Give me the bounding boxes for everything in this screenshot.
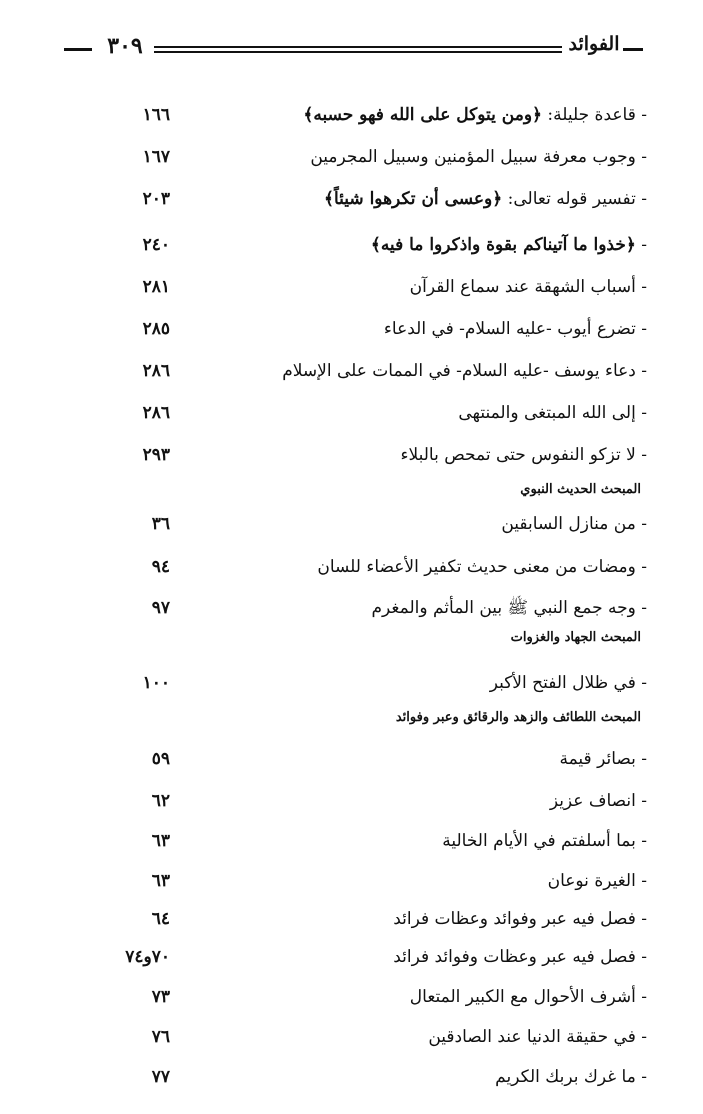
entry-title [410,984,647,1010]
entry-page-number: ٧٧ [151,1067,170,1087]
entry-title [303,102,647,128]
entry-page-number: ٢٤٠ [142,235,170,255]
entry-title [550,788,647,814]
header-rule [154,46,562,53]
index-entry [0,938,703,978]
entry-title [371,232,647,258]
entry-page-number: ٢٨٦ [142,361,170,381]
header-dash-left [64,48,92,51]
index-entry [0,436,703,476]
entry-title [282,358,647,384]
entry-text: - فصل فيه عبر وفوائد وعظات فرائد [393,909,647,929]
quran-verse: ﴿ومن يتوكل على الله فهو حسبه﴾ [303,105,543,125]
running-header [0,34,703,64]
entry-page-number: ٢٨٦ [142,403,170,423]
index-entry [0,1018,703,1058]
entry-text: - تفسير قوله تعالى: [502,189,647,209]
entry-page-number: ٢٠٣ [142,189,170,209]
entry-text: - وجه جمع النبي ﷺ بين المأثم والمغرم [371,598,647,618]
entry-text: - بصائر قيمة [559,749,647,769]
entry-text: - إلى الله المبتغى والمنتهى [458,403,647,423]
entry-title [393,944,647,970]
entry-page-number: ٧٣ [151,987,170,1007]
entry-text: - وجوب معرفة سبيل المؤمنين وسبيل المجرمين [310,147,647,167]
index-entry [0,138,703,178]
entry-page-number: ٦٣ [151,831,170,851]
entry-text: - في حقيقة الدنيا عند الصادقين [428,1027,647,1047]
entry-text: - أشرف الأحوال مع الكبير المتعال [409,987,647,1007]
index-entry [0,96,703,136]
index-entry [0,740,703,780]
entry-page-number: ٢٩٣ [142,445,170,465]
index-entry [0,664,703,704]
entry-page-number: ٢٨١ [142,277,170,297]
entry-page-number: ٥٩ [151,749,170,769]
index-entry [0,352,703,392]
entry-title [310,144,647,170]
entry-page-number: ٦٣ [151,871,170,891]
index-entry [0,310,703,350]
entry-page-number: ٣٦ [151,514,170,534]
index-entry [0,1058,703,1098]
index-entry [0,180,703,220]
index-entry [0,394,703,434]
entry-title [458,400,647,426]
entry-title [384,316,647,342]
index-entry [0,862,703,902]
entry-title [317,554,647,580]
entry-page-number: ٢٨٥ [142,319,170,339]
index-entry [0,226,703,266]
quran-verse: ﴿خذوا ما آتيناكم بقوة واذكروا ما فيه﴾ [370,235,636,255]
entry-title [324,186,647,212]
section-heading: المبحث الجهاد والغزوات [510,630,641,645]
entry-page-number: ٧٠و٧٤ [125,947,170,967]
index-entry [0,978,703,1018]
entry-text: - بما أسلفتم في الأيام الخالية [442,831,647,851]
entry-page-number: ٧٦ [151,1027,170,1047]
entry-page-number: ٩٧ [151,598,170,618]
entry-text: - ومضات من معنى حديث تكفير الأعضاء للسان [317,557,647,577]
entry-title [400,442,647,468]
entry-text: - قاعدة جليلة: [542,105,647,125]
entry-text: - أسباب الشهقة عند سماع القرآن [409,277,647,297]
quran-verse: ﴿وعسى أن تكرهوا شيئاً﴾ [324,189,503,209]
entry-title [393,906,647,932]
entry-text: - لا تزكو النفوس حتى تمحص بالبلاء [400,445,647,465]
entry-page-number: ١٦٦ [142,105,170,125]
entry-page-number: ٩٤ [151,557,170,577]
index-entry [0,589,703,629]
header-dash-right [623,48,643,51]
index-entry [0,782,703,822]
index-entry [0,548,703,588]
entry-title [372,595,647,621]
section-heading: المبحث اللطائف والزهد والرقائق وعبر وفوائد [395,710,641,725]
book-title: الفوائد [568,33,620,55]
entry-title [490,670,647,696]
entry-page-number: ٦٢ [151,791,170,811]
entry-page-number: ٦٤ [151,909,170,929]
entry-title [442,828,647,854]
index-entry [0,268,703,308]
index-entry [0,900,703,940]
entry-text: - الغيرة نوعان [547,871,647,891]
entry-text: - فصل فيه عبر وعظات وفوائد فرائد [393,947,647,967]
page-number: ٣٠٩ [107,33,143,59]
entry-page-number: ١٠٠ [142,673,170,693]
entry-text: - انصاف عزيز [549,791,647,811]
entry-text: - تضرع أيوب -عليه السلام- في الدعاء [383,319,647,339]
index-entry [0,505,703,545]
entry-title [428,1024,647,1050]
entry-title [559,746,647,772]
entry-text: - دعاء يوسف -عليه السلام- في الممات على الإسلام [282,361,647,381]
entry-text: - في ظلال الفتح الأكبر [489,673,647,693]
section-heading: المبحث الحديث النبوي [520,482,641,497]
entry-page-number: ١٦٧ [142,147,170,167]
entry-text: - من منازل السابقين [501,514,647,534]
index-entry [0,822,703,862]
entry-text: - [635,235,647,255]
entry-title [410,274,647,300]
entry-text: - ما غرك بربك الكريم [495,1067,647,1087]
entry-title [548,868,647,894]
entry-title [501,511,647,537]
entry-title [495,1064,647,1090]
